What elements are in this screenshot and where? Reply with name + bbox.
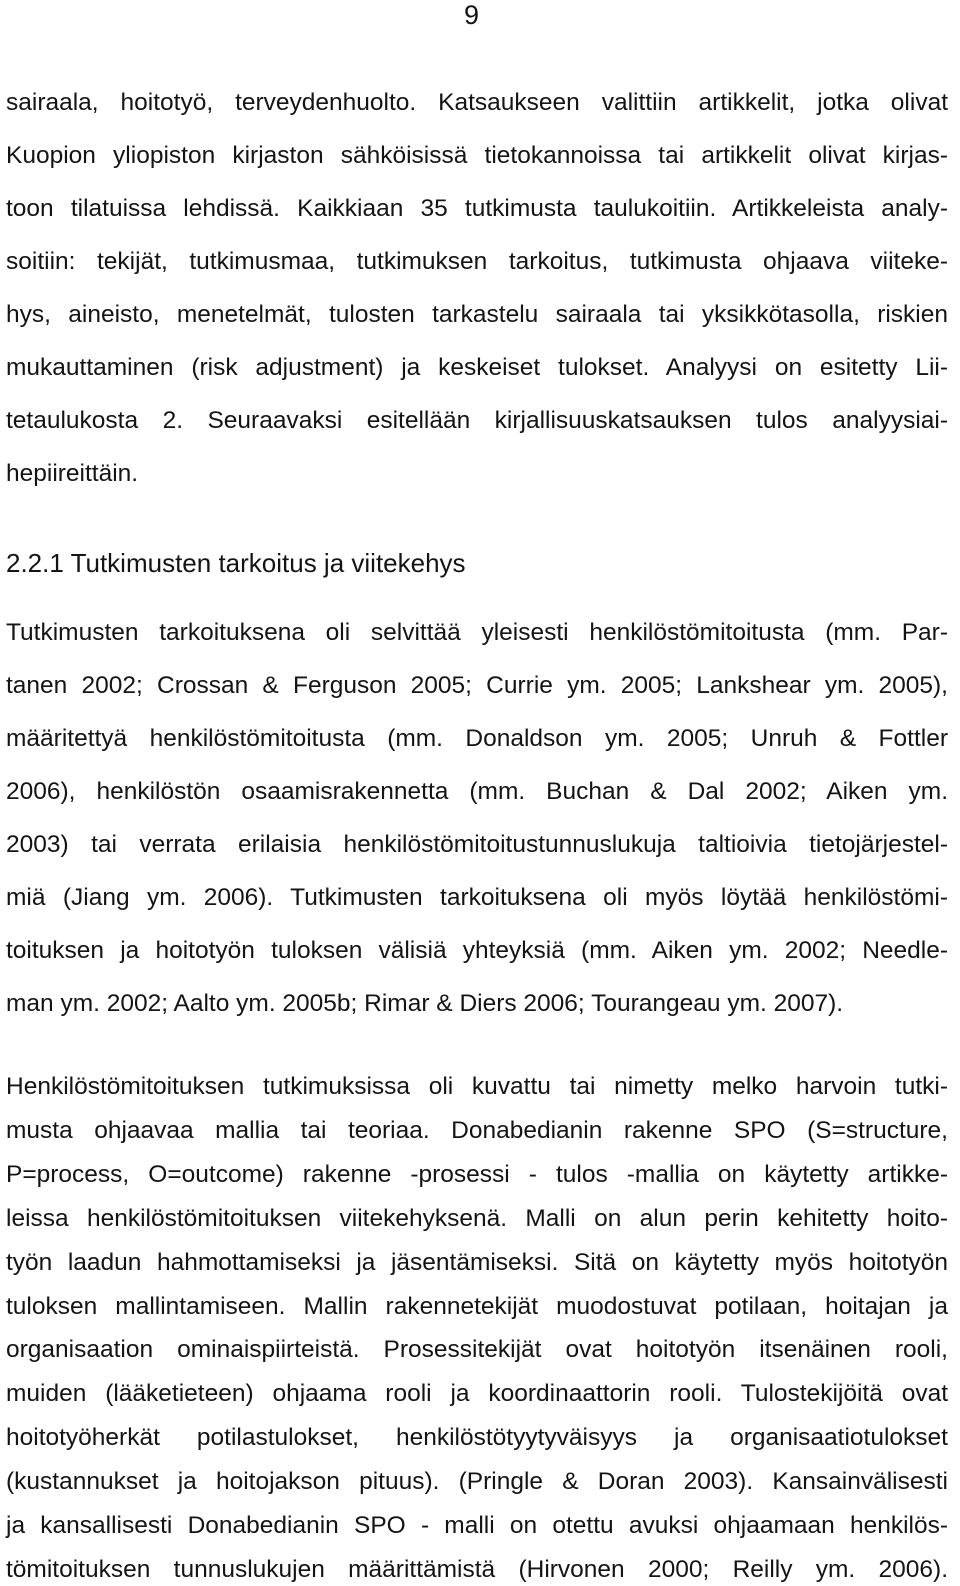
text-line: organisaation ominaispiirteistä. Prosessitekijät ovat hoitotyön itsenäinen rooli, — [6, 1336, 948, 1363]
text-line: ja kansallisesti Donabedianin SPO - malli on otettu avuksi ohjaamaan henkilös- — [6, 1512, 948, 1539]
text-line: hys, aineisto, menetelmät, tulosten tarkastelu sairaala tai yksikkötasolla, riskien — [6, 301, 948, 328]
text-line: 2003) tai verrata erilaisia henkilöstömitoitustunnuslukuja taltioivia tietojärjestel- — [6, 831, 948, 858]
page-number: 9 — [464, 0, 480, 30]
text-line: tetaulukosta 2. Seuraavaksi esitellään kirjallisuuskatsauksen tulos analyysiai- — [6, 407, 948, 434]
text-line: miä (Jiang ym. 2006). Tutkimusten tarkoituksena oli myös löytää henkilöstömi- — [6, 884, 948, 911]
text-line: Tutkimusten tarkoituksena oli selvittää yleisesti henkilöstömitoitusta (mm. Par- — [6, 619, 948, 646]
text-line: musta ohjaavaa mallia tai teoriaa. Donabedianin rakenne SPO (S=structure, — [6, 1117, 948, 1144]
text-line: P=process, O=outcome) rakenne -prosessi - tulos -mallia on käytetty artikke- — [6, 1161, 948, 1188]
text-line: tanen 2002; Crossan & Ferguson 2005; Currie ym. 2005; Lankshear ym. 2005), — [6, 672, 948, 699]
text-line: hepiireittäin. — [6, 460, 139, 487]
text-line: tömitoituksen tunnuslukujen määrittämistä (Hirvonen 2000; Reilly ym. 2006). — [6, 1556, 948, 1583]
text-line: määritettyä henkilöstömitoitusta (mm. Donaldson ym. 2005; Unruh & Fottler — [6, 725, 948, 752]
text-line: sairaala, hoitotyö, terveydenhuolto. Katsaukseen valittiin artikkelit, jotka olivat — [6, 89, 948, 116]
text-line: Henkilöstömitoituksen tutkimuksissa oli kuvattu tai nimetty melko harvoin tutki- — [6, 1073, 948, 1100]
text-line: 2006), henkilöstön osaamisrakennetta (mm. Buchan & Dal 2002; Aiken ym. — [6, 778, 948, 805]
text-line: tuloksen mallintamiseen. Mallin rakennetekijät muodostuvat potilaan, hoitajan ja — [6, 1293, 948, 1320]
text-line: toituksen ja hoitotyön tuloksen välisiä yhteyksiä (mm. Aiken ym. 2002; Needle- — [6, 937, 948, 964]
section-heading: 2.2.1 Tutkimusten tarkoitus ja viitekehys — [6, 548, 466, 578]
text-line: soitiin: tekijät, tutkimusmaa, tutkimuksen tarkoitus, tutkimusta ohjaava viiteke- — [6, 248, 948, 275]
text-line: (kustannukset ja hoitojakson pituus). (Pringle & Doran 2003). Kansainvälisesti — [6, 1468, 948, 1495]
text-line: leissa henkilöstömitoituksen viitekehyksenä. Malli on alun perin kehitetty hoito- — [6, 1205, 948, 1232]
text-line: työn laadun hahmottamiseksi ja jäsentämiseksi. Sitä on käytetty myös hoitotyön — [6, 1249, 948, 1276]
text-line: muiden (lääketieteen) ohjaama rooli ja koordinaattorin rooli. Tulostekijöitä ovat — [6, 1380, 948, 1407]
text-line: Kuopion yliopiston kirjaston sähköisissä tietokannoissa tai artikkelit olivat kirjas- — [6, 142, 948, 169]
text-line: toon tilatuissa lehdissä. Kaikkiaan 35 tutkimusta taulukoitiin. Artikkeleista analy- — [6, 195, 948, 222]
text-line: hoitotyöherkät potilastulokset, henkilöstötyytyväisyys ja organisaatiotulokset — [6, 1424, 948, 1451]
text-line: man ym. 2002; Aalto ym. 2005b; Rimar & Diers 2006; Tourangeau ym. 2007). — [6, 990, 844, 1017]
text-line: mukauttaminen (risk adjustment) ja keskeiset tulokset. Analyysi on esitetty Lii- — [6, 354, 948, 381]
